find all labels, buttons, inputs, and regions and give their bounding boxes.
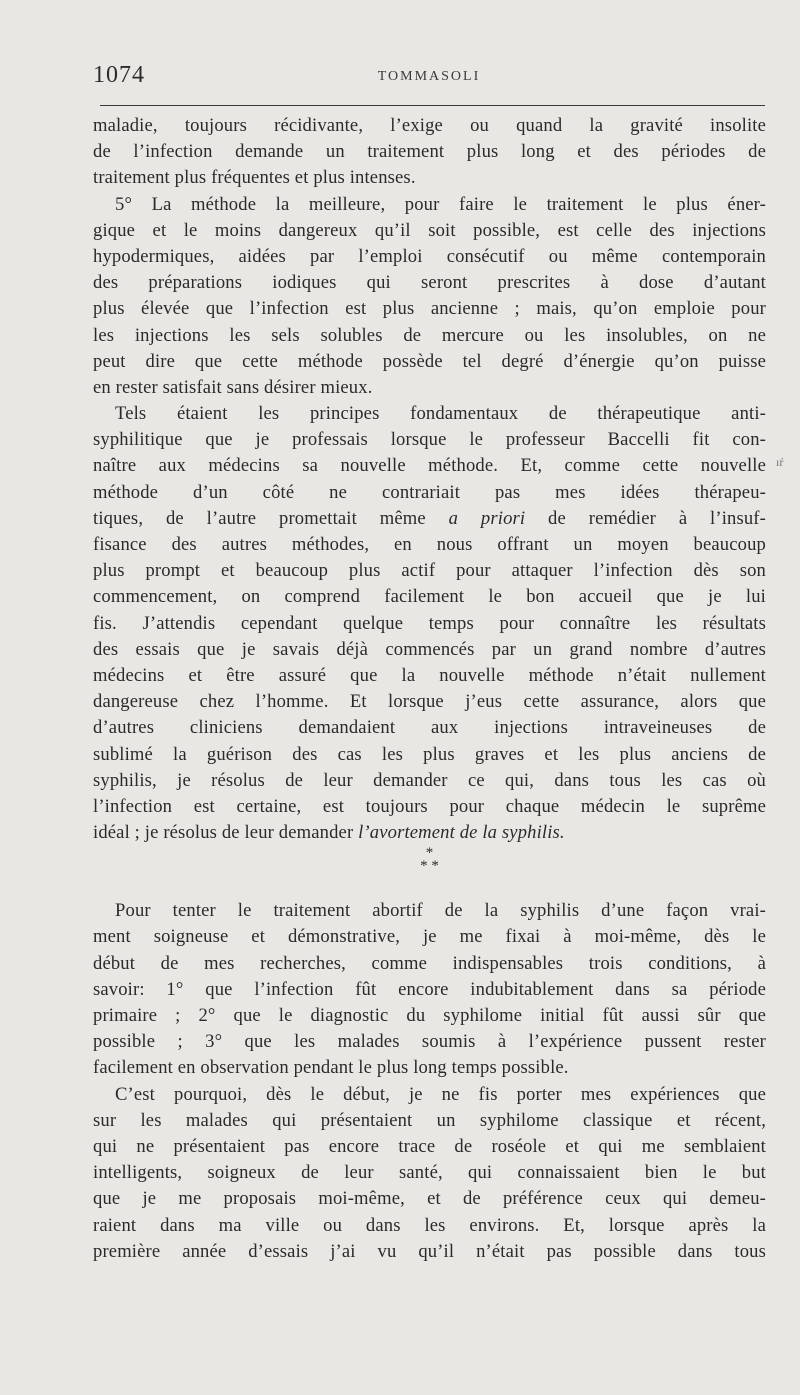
paragraph-3 <box>93 401 766 846</box>
paragraph-1 <box>93 113 766 192</box>
header-rule <box>100 105 765 106</box>
text-line: dangereuse chez l’homme. Et lorsque j’eus cette assurance, alors que <box>93 691 766 713</box>
text-line: peut dire que cette méthode possède tel degré d’énergie qu’on puisse <box>93 350 766 372</box>
text-line: syphilis, je résolus de leur demander ce qui, dans tous les cas où <box>93 769 766 791</box>
paragraph-4 <box>93 898 766 1081</box>
text-line: des préparations iodiques qui seront prescrites à dose d’autant <box>93 272 766 294</box>
text-line: d’autres cliniciens demandaient aux injections intraveineuses de <box>93 717 766 739</box>
text-line: médecins et être assuré que la nouvelle méthode n’était nullement <box>93 664 766 686</box>
italic-phrase: l’avortement de la syphilis. <box>358 822 565 844</box>
asterism: * * * <box>420 845 439 875</box>
text-line: maladie, toujours récidivante, l’exige ou quand la gravité insolite <box>93 115 766 136</box>
text-line: traitement plus fréquentes et plus intenses. <box>93 167 416 189</box>
running-head: TOMMASOLI <box>377 69 481 84</box>
text-line: de l’infection demande un traitement plus long et des périodes de <box>93 141 766 163</box>
text-line: plus prompt et beaucoup plus actif pour attaquer l’infection dès son <box>93 560 766 582</box>
text-line: facilement en observation pendant le plus long temps possible. <box>93 1057 569 1079</box>
paragraph-2 <box>93 192 766 402</box>
margin-mark: ıŕ <box>776 455 784 469</box>
text-line: fis. J’attendis cependant quelque temps pour connaître les résultats <box>93 612 766 634</box>
text-line: savoir: 1° que l’infection fût encore indubitablement dans sa période <box>93 978 766 1000</box>
page-number: 1074 <box>93 62 145 88</box>
text-line: gique et le moins dangereux qu’il soit possible, est celle des injections <box>93 219 766 241</box>
text-line: intelligents, soigneux de leur santé, qui connaissaient bien le but <box>93 1162 766 1184</box>
text-line: l’infection est certaine, est toujours pour chaque médecin le suprême <box>93 795 766 817</box>
text-line: Tels étaient les principes fondamentaux de thérapeutique anti- <box>115 403 766 425</box>
text-line: 5° La méthode la meilleure, pour faire le traitement le plus éner- <box>115 193 766 215</box>
text-line: raient dans ma ville ou dans les environs. Et, lorsque après la <box>93 1214 766 1236</box>
text-line: première année d’essais j’ai vu qu’il n’était pas possible dans tous <box>93 1240 766 1262</box>
text-line: hypodermiques, aidées par l’emploi consécutif ou même contemporain <box>93 245 766 267</box>
text-line: qui ne présentaient pas encore trace de roséole et qui me semblaient <box>93 1135 766 1157</box>
text-line: sublimé la guérison des cas les plus graves et les plus anciens de <box>93 743 766 765</box>
text-line: ment soigneuse et démonstrative, je me fixai à moi-même, dès le <box>93 926 766 948</box>
text-fragment: tiques, de l’autre promettait même <box>93 507 449 529</box>
text-line: en rester satisfait sans désirer mieux. <box>93 376 373 398</box>
text-line: C’est pourquoi, dès le début, je ne fis porter mes expériences que <box>115 1083 766 1105</box>
text-line: début de mes recherches, comme indispensables trois conditions, à <box>93 952 766 974</box>
section-break <box>93 846 766 898</box>
text-line: méthode d’un côté ne contrariait pas mes idées thérapeu- <box>93 481 766 503</box>
text-line: syphilitique que je professais lorsque le professeur Baccelli fit con- <box>93 429 766 451</box>
text-line-with-italic <box>93 820 766 846</box>
text-line: naître aux médecins sa nouvelle méthode. Et, comme cette nouvelle <box>93 455 766 477</box>
text-line: fisance des autres méthodes, en nous offrant un moyen beaucoup <box>93 534 766 555</box>
text-line: plus élevée que l’infection est plus ancienne ; mais, qu’on emploie pour <box>93 298 766 320</box>
text-line: Pour tenter le traitement abortif de la syphilis d’une façon vrai- <box>115 900 766 922</box>
text-fragment: idéal ; je résolus de leur demander <box>93 822 359 844</box>
text-line: primaire ; 2° que le diagnostic du syphilome initial fût aussi sûr que <box>93 1005 766 1026</box>
italic-phrase: a priori <box>448 507 526 529</box>
text-fragment: de remédier à l’insuf- <box>525 507 766 529</box>
text-line: sur les malades qui présentaient un syphilome classique et récent, <box>93 1109 766 1131</box>
page-header <box>93 62 765 92</box>
text-line-with-italic <box>93 506 766 532</box>
text-line: les injections les sels solubles de mercure ou les insolubles, on ne <box>93 324 766 346</box>
text-line: que je me proposais moi-même, et de préférence ceux qui demeu- <box>93 1188 766 1210</box>
text-line: commencement, on comprend facilement le bon accueil que je lui <box>93 586 766 608</box>
text-line: possible ; 3° que les malades soumis à l’expérience pussent rester <box>93 1031 766 1053</box>
body-text <box>93 113 766 1265</box>
text-line: des essais que je savais déjà commencés par un grand nombre d’autres <box>93 638 766 660</box>
paragraph-5 <box>93 1082 766 1265</box>
